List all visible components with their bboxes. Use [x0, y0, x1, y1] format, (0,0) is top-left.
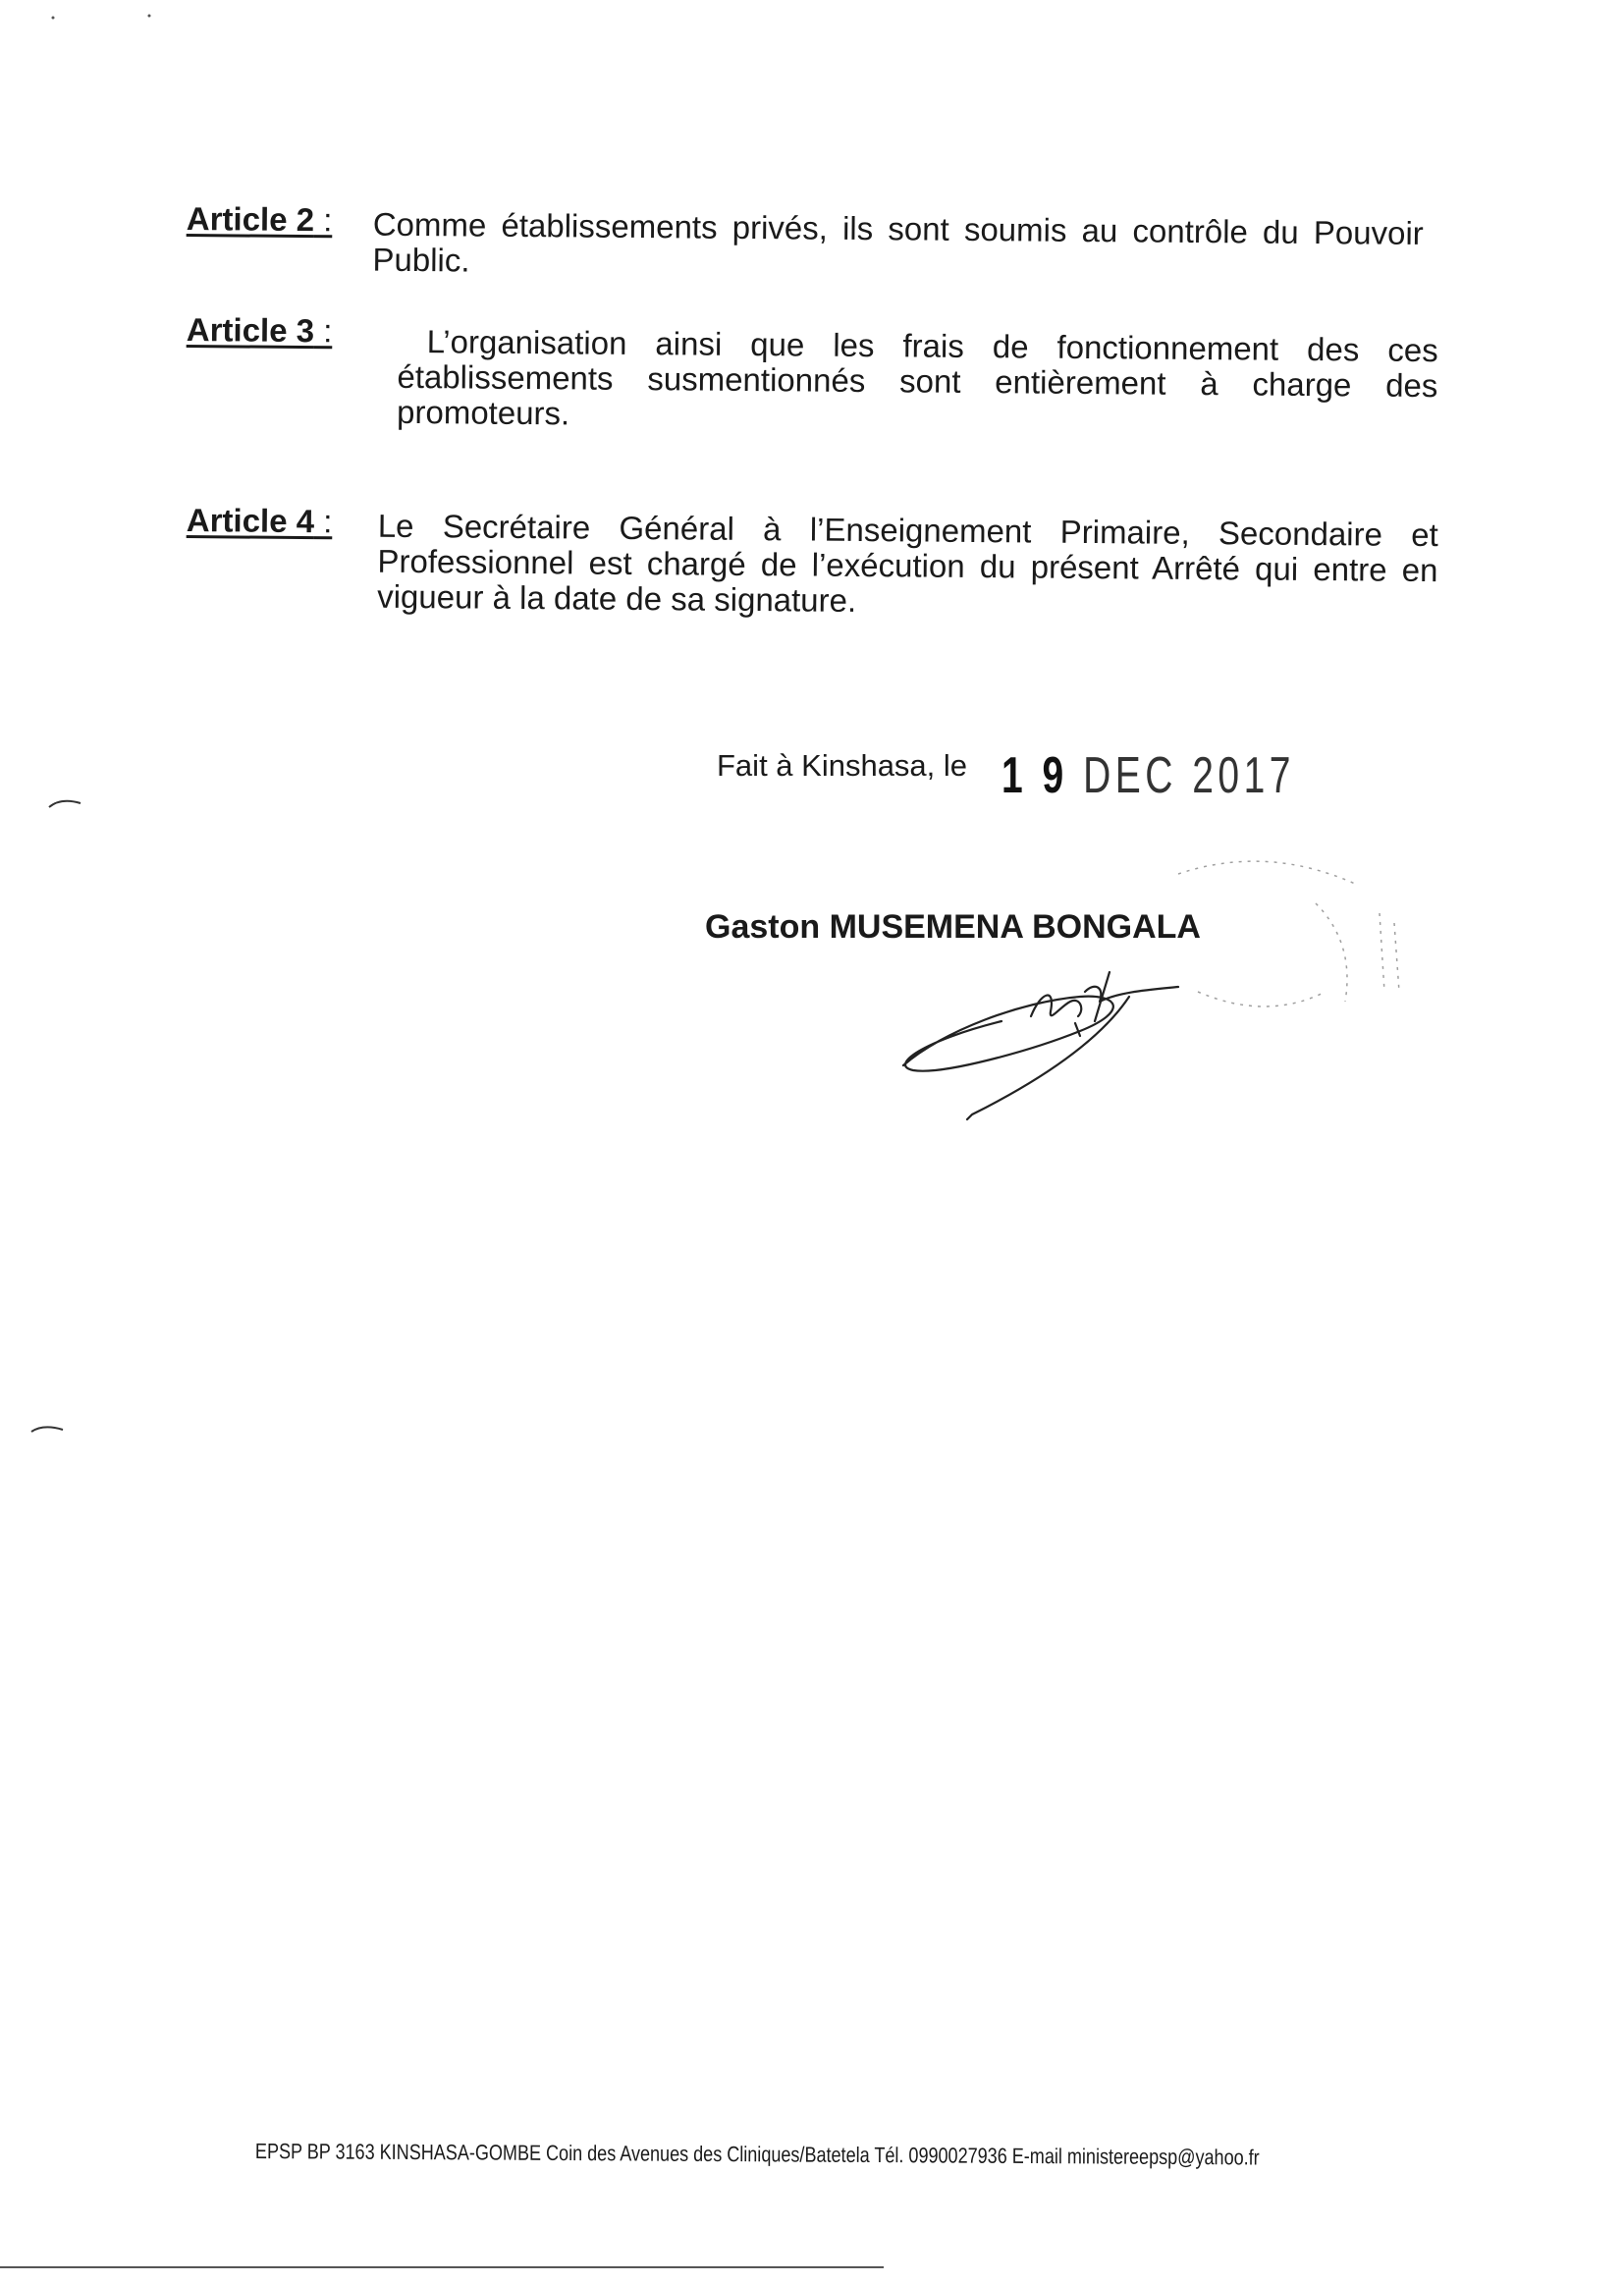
article-colon: : [313, 503, 333, 540]
article-3 [186, 311, 1443, 432]
article-label [187, 503, 333, 539]
article-colon: : [313, 312, 333, 350]
article-number: Article 4 [186, 502, 315, 540]
punch-mark [29, 1422, 69, 1438]
article-number: Article 3 [186, 311, 315, 350]
place-label: Fait à Kinshasa, le [717, 748, 968, 783]
article-text: L’organisation ainsi que les frais de fonctionnement des ces établissements susmentionnés sont entièrement à charge des promoteurs. [396, 323, 1438, 432]
signatory-name: Gaston MUSEMENA BONGALA [705, 908, 1201, 946]
article-text: Comme établissements privés, ils sont soumis au contrôle du Pouvoir Public. [372, 205, 1424, 279]
date-month-year: DEC 2017 [1083, 747, 1296, 804]
article-label [187, 312, 333, 349]
scan-speck [47, 8, 155, 27]
bottom-rule [0, 2266, 884, 2268]
article-number: Article 2 [186, 200, 315, 239]
date-stamp [1001, 746, 1295, 805]
footer-address: EPSP BP 3163 KINSHASA-GOMBE Coin des Avenues des Cliniques/Batetela Tél. 0990027936 E-mail ministereepsp@yahoo.fr [254, 2139, 1260, 2170]
article-text: Le Secrétaire Général à l’Enseignement Primaire, Secondaire et Professionnel est chargé de l’exécution du présent Arrêté qui entre en vigueur à la date de sa signature. [377, 507, 1438, 619]
article-colon: : [313, 201, 333, 239]
article-2 [186, 200, 1443, 279]
article-label [187, 201, 333, 238]
punch-mark [47, 795, 86, 811]
date-day: 1 9 [1001, 747, 1068, 804]
handwritten-signature [884, 962, 1198, 1129]
article-4 [186, 502, 1443, 619]
